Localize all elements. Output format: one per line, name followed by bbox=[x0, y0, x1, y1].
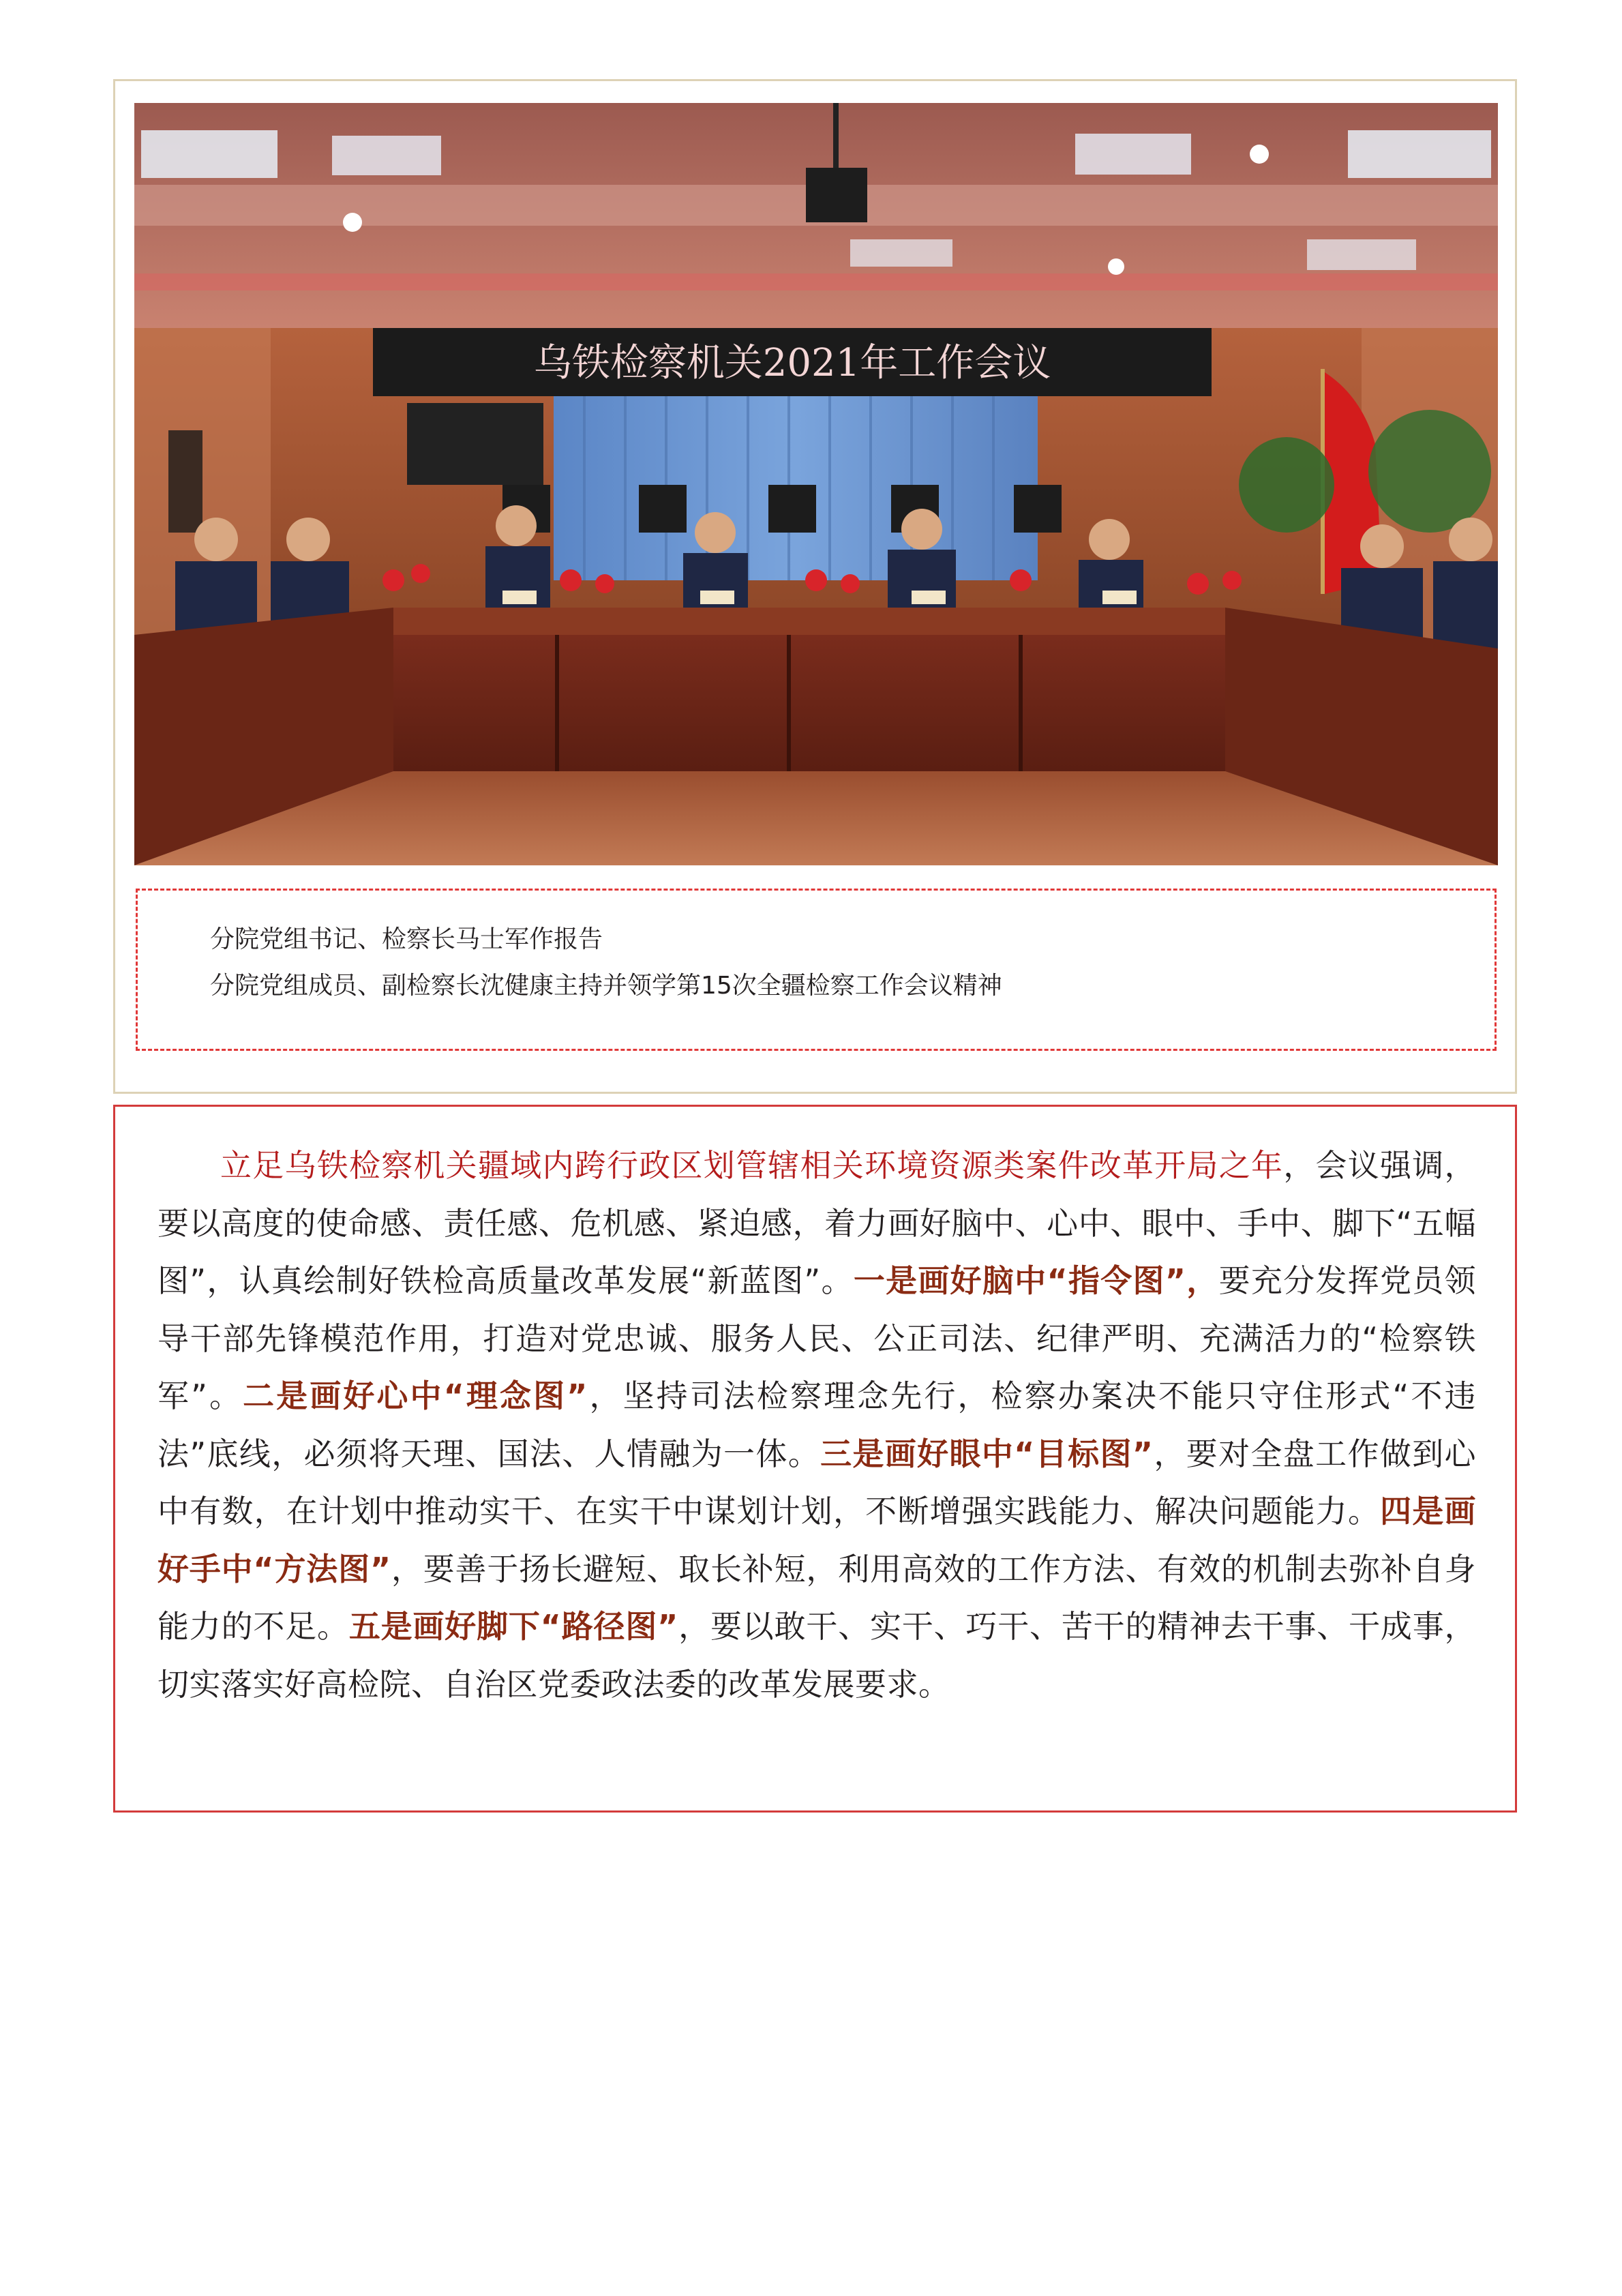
point-1-heading: 一是画好脑中“指令图”， bbox=[853, 1262, 1219, 1299]
lead-highlight: 立足乌铁检察机关疆域内跨行政区划管辖相关环境资源类案件改革开局之年 bbox=[220, 1147, 1284, 1184]
article-paragraph bbox=[157, 1137, 1476, 1713]
text-segment: ，要以敢干、实干、巧干、苦干的精神去干事、干成事，切实落实好高检院、自治区党委政法委的改革发展要求。 bbox=[157, 1608, 1477, 1703]
photo-card bbox=[113, 79, 1517, 1094]
meeting-photo-illustration bbox=[134, 103, 1498, 865]
caption-line-2: 分院党组成员、副检察长沈健康主持并领学第15次全疆检察工作会议精神 bbox=[210, 972, 1002, 1000]
banner-text: 乌铁检察机关2021年工作会议 bbox=[533, 341, 1051, 385]
point-5-heading: 五是画好脚下“路径图” bbox=[348, 1608, 678, 1645]
text-segment: 要充分发挥党员领导干部先锋模范作用，打造对党忠诚、服务人民、公正司法、纪律严明、充满活力的“检察铁军”。 bbox=[157, 1262, 1477, 1414]
caption-line-1: 分院党组书记、检察长马士军作报告 bbox=[210, 925, 603, 953]
point-2-heading: 二是画好心中“理念图” bbox=[243, 1377, 588, 1414]
point-3-heading: 三是画好眼中“目标图” bbox=[820, 1435, 1154, 1472]
text-segment: ，要善于扬长避短、取长补短，利用高效的工作方法、有效的机制去弥补自身能力的不足。 bbox=[157, 1550, 1477, 1645]
text-segment: ，要对全盘工作做到心中有数，在计划中推动实干、在实干中谋划计划，不断增强实践能力、解决问题能力。 bbox=[157, 1435, 1477, 1530]
article-text-box bbox=[113, 1105, 1517, 1813]
text-segment: ，会议强调，要以高度的使命感、责任感、危机感、紧迫感，着力画好脑中、心中、眼中、手中、脚下“五幅图”，认真绘制好铁检高质量改革发展“新蓝图”。 bbox=[157, 1147, 1476, 1299]
point-4-heading: 四是画好手中“方法图” bbox=[157, 1493, 1476, 1587]
photo-caption-box bbox=[136, 889, 1497, 1051]
text-segment: ，坚持司法检察理念先行，检察办案决不能只守住形式“不违法”底线，必须将天理、国法、人情融为一体。 bbox=[157, 1377, 1476, 1472]
meeting-photo bbox=[134, 103, 1498, 865]
